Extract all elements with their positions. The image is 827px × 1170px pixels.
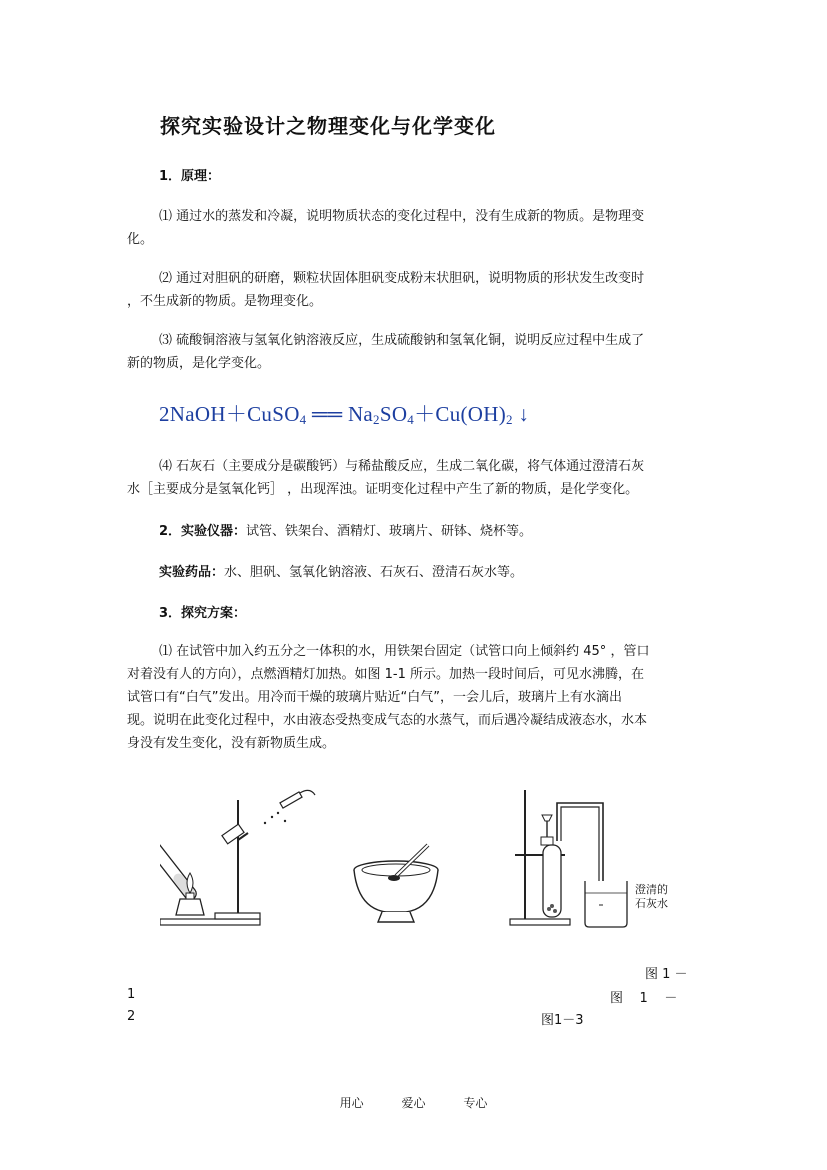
limewater-label: 澄清的 石灰水 [635, 883, 668, 910]
page-footer [0, 1094, 827, 1111]
reagents-line: 实验药品：水、胆矾、氢氧化钠溶液、石灰石、澄清石灰水等。 [159, 565, 524, 580]
figure-mortar-pestle [348, 840, 448, 930]
chemical-equation: 2NaOH＋CuSO$_4$ ══ $Na_2SO_4+Cu(OH)_2$ ↓ [159, 402, 530, 427]
paragraph-1: ⑴ 通过水的蒸发和冷凝，说明物质状态的变化过程中，没有生成新的物质。是物理变 化。 [127, 209, 645, 247]
plan-heading: 3．探究方案： [159, 606, 247, 621]
caption-fig-1-1-a: 图 1 － [645, 967, 688, 982]
instruments-line: 2．实验仪器：试管、铁架台、酒精灯、玻璃片、研钵、烧杯等。 [159, 524, 533, 539]
paragraph-4: ⑷ 石灰石（主要成分是碳酸钙）与稀盐酸反应，生成二氧化碳，将气体通过澄清石灰 水［主要成分是氢氧化钙］ ，出现浑浊。证明变化过程中产生了新的物质，是化学变化。 [127, 459, 645, 497]
paragraph-2: ⑵ 通过对胆矾的研磨，颗粒状固体胆矾变成粉末状胆矾，说明物质的形状发生改变时 ，不生成新的物质。是物理变化。 [127, 271, 645, 309]
paragraph-5: ⑴ 在试管中加入约五分之一体积的水，用铁架台固定（试管口向上倾斜约 45° ，管口 对着没有人的方向），点燃酒精灯加热。如图 1-1 所示。加热一段时间后，可见水沸腾，在 试管口有“白气”发出。用冷而干燥的玻璃片贴近“白气”，一会儿后，玻璃片上有水滴出 现。说明在此变化过程中，水由液态受热变成气态的水蒸气，而后遇冷凝结成液态水，水本 身没有发生变化，没有新物质生成。 [127, 644, 650, 751]
caption-fig-1-3: 图1－3 [541, 1013, 584, 1028]
footer-item: 爱心 [401, 1096, 426, 1110]
figure-heating-apparatus [160, 785, 330, 930]
caption-fig-1-2-a: 图 1 － [610, 991, 678, 1006]
page-title: 探究实验设计之物理变化与化学变化 [160, 114, 496, 138]
caption-fig-1-2-b: 2 [127, 1009, 136, 1024]
paragraph-3: ⑶ 硫酸铜溶液与氢氧化钠溶液反应，生成硫酸钠和氢氧化铜，说明反应过程中生成了 新的物质，是化学变化。 [127, 333, 645, 371]
footer-item: 专心 [463, 1096, 488, 1110]
caption-fig-1-1-b: 1 [127, 987, 136, 1002]
principle-heading: 1．原理： [159, 169, 221, 184]
footer-item: 用心 [339, 1096, 364, 1110]
